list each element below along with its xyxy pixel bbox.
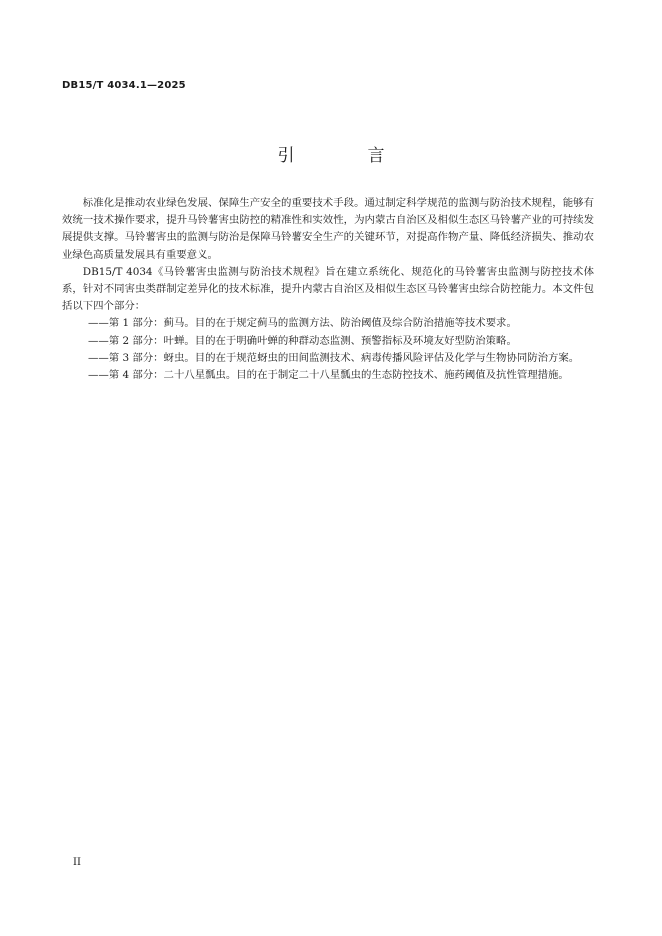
- part-list-item: ——第 3 部分：蚜虫。目的在于规范蚜虫的田间监测技术、病毒传播风险评估及化学与生物协同防治方案。: [88, 351, 580, 364]
- part-list-item: ——第 4 部分：二十八星瓢虫。目的在于制定二十八星瓢虫的生态防控技术、施药阈值及抗性管理措施。: [88, 369, 569, 382]
- introduction-body: [62, 195, 594, 384]
- intro-paragraph: 标准化是推动农业绿色发展、保障生产安全的重要技术手段。通过制定科学规范的监测与防治技术规程，能够有效统一技术操作要求，提升马铃薯害虫防控的精准性和实效性，为内蒙古自治区及相似生态区马铃薯产业的可持续发展提供支撑。马铃薯害虫的监测与防治是保障马铃薯安全生产的关键环节，对提高作物产量、降低经济损失、推动农业绿色高质量发展具有重要意义。: [62, 197, 594, 261]
- section-title: 引 言: [277, 146, 413, 166]
- part-list-item: ——第 1 部分：蓟马。目的在于规定蓟马的监测方法、防治阈值及综合防治措施等技术要求。: [88, 317, 517, 330]
- document-code: DB15/T 4034.1—2025: [62, 80, 186, 91]
- intro-paragraph: DB15/T 4034《马铃薯害虫监测与防治技术规程》旨在建立系统化、规范化的马铃薯害虫监测与防控技术体系，针对不同害虫类群制定差异化的技术标准，提升内蒙古自治区及相似生态区马铃薯害虫综合防控能力。本文件包括以下四个部分：: [62, 265, 594, 313]
- part-list-item: ——第 2 部分：叶蝉。目的在于明确叶蝉的种群动态监测、预警指标及环境友好型防治策略。: [88, 334, 517, 347]
- page-number: II: [73, 857, 81, 868]
